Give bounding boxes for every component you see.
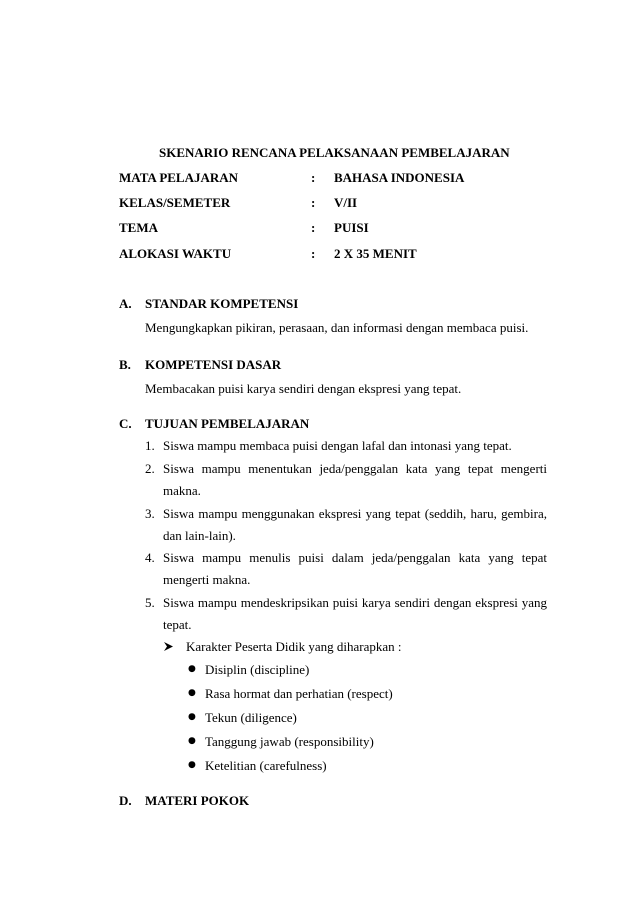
section-a-heading: STANDAR KOMPETENSI: [145, 296, 299, 311]
info-colon: :: [311, 246, 316, 261]
section-c-heading: TUJUAN PEMBELAJARAN: [145, 416, 310, 431]
list-item-continuation: makna.: [163, 483, 201, 498]
bullet-icon: ●: [188, 736, 196, 746]
list-item-text: Siswa mampu menulis puisi dalam jeda/penggalan kata yang tepat: [163, 550, 547, 565]
list-item-number: 4.: [145, 550, 155, 565]
list-item-text: Siswa mampu menentukan jeda/penggalan kata yang tepat mengerti: [163, 461, 547, 476]
section-d-letter: D.: [119, 793, 132, 808]
section-d-heading: MATERI POKOK: [145, 793, 250, 808]
list-item-continuation: tepat.: [163, 617, 192, 632]
section-c-letter: C.: [119, 416, 132, 431]
document-title: SKENARIO RENCANA PELAKSANAAN PEMBELAJARAN: [159, 145, 510, 160]
list-item-continuation: dan lain-lain).: [163, 528, 236, 543]
list-item-number: 1.: [145, 438, 155, 453]
arrow-bullet-icon: [163, 639, 174, 652]
bullet-icon: ●: [188, 712, 196, 722]
list-item-number: 2.: [145, 461, 155, 476]
info-label-class: KELAS/SEMETER: [119, 195, 231, 210]
section-b-text: Membacakan puisi karya sendiri dengan ekspresi yang tepat.: [145, 381, 462, 396]
list-item-continuation: mengerti makna.: [163, 572, 251, 587]
info-value-theme: PUISI: [334, 220, 369, 235]
info-label-time: ALOKASI WAKTU: [119, 246, 232, 261]
info-value-subject: BAHASA INDONESIA: [334, 170, 465, 185]
list-item: Tekun (diligence): [205, 710, 297, 725]
info-value-class: V/II: [334, 195, 358, 210]
section-a-text: Mengungkapkan pikiran, perasaan, dan informasi dengan membaca puisi.: [145, 320, 529, 335]
list-item-number: 5.: [145, 595, 155, 610]
section-b-heading: KOMPETENSI DASAR: [145, 357, 282, 372]
list-item: Ketelitian (carefulness): [205, 758, 327, 773]
bullet-icon: ●: [188, 760, 196, 770]
section-a-letter: A.: [119, 296, 132, 311]
list-item-text: Siswa mampu mendeskripsikan puisi karya sendiri dengan ekspresi yang: [163, 595, 547, 610]
bullet-icon: ●: [188, 664, 196, 674]
info-label-theme: TEMA: [119, 220, 158, 235]
list-item: Rasa hormat dan perhatian (respect): [205, 686, 393, 701]
list-item: Disiplin (discipline): [205, 662, 310, 677]
bullet-icon: ●: [188, 688, 196, 698]
info-value-time: 2 X 35 MENIT: [334, 246, 417, 261]
list-item-number: 3.: [145, 506, 155, 521]
info-label-subject: MATA PELAJARAN: [119, 170, 239, 185]
character-heading: Karakter Peserta Didik yang diharapkan :: [186, 639, 402, 654]
section-b-letter: B.: [119, 357, 131, 372]
list-item-text: Siswa mampu menggunakan ekspresi yang tepat (seddih, haru, gembira,: [163, 506, 547, 521]
list-item-text: Siswa mampu membaca puisi dengan lafal dan intonasi yang tepat.: [163, 438, 512, 453]
info-colon: :: [311, 170, 316, 185]
list-item: Tanggung jawab (responsibility): [205, 734, 374, 749]
info-colon: :: [311, 220, 316, 235]
info-colon: :: [311, 195, 316, 210]
